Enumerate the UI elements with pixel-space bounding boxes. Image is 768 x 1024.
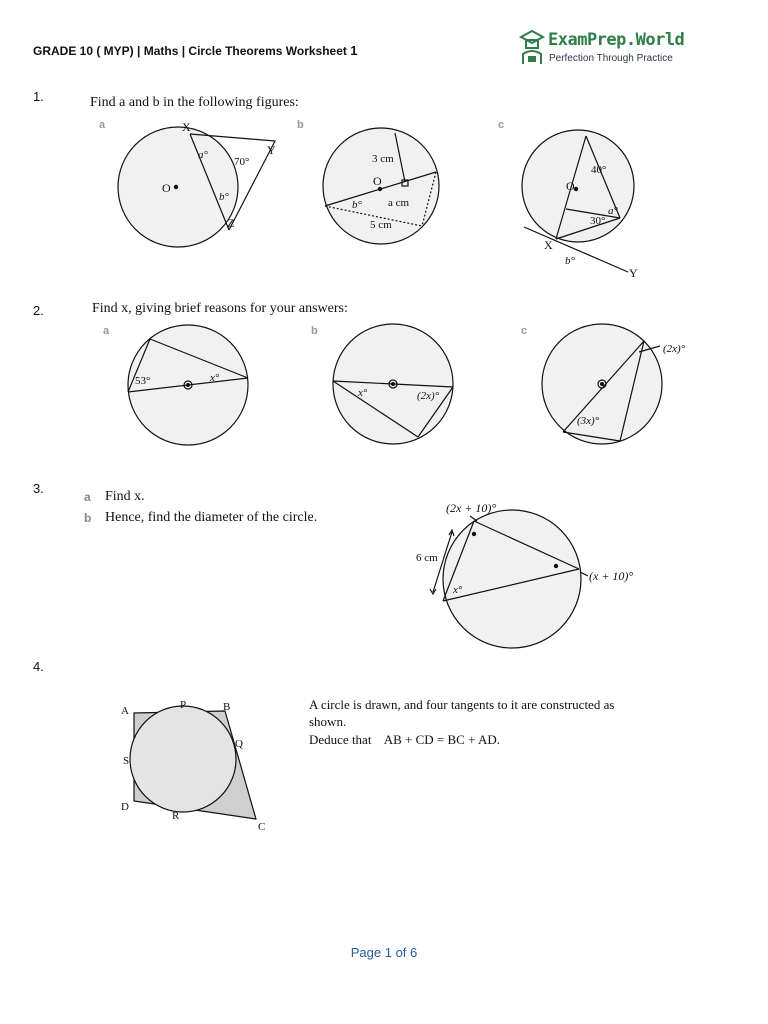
q1c-angle-a: a° — [608, 205, 618, 217]
q1a-label-y: Y — [267, 143, 276, 157]
q1a-angle-a: a° — [198, 149, 208, 161]
q1a-label-z: Z — [227, 216, 235, 230]
q4-label-r: R — [172, 810, 180, 822]
q4-text-line2: shown. — [309, 714, 347, 729]
q3-figure — [430, 510, 588, 648]
q2a-angle-x: x° — [210, 372, 220, 384]
q1c-label-y: Y — [629, 266, 638, 280]
q1b-len-a: a cm — [388, 197, 410, 209]
q4-label-p: P — [180, 699, 187, 711]
q3-part-b-text: Hence, find the diameter of the circle. — [105, 510, 318, 525]
q2b-angle-x: x° — [358, 387, 368, 399]
question-3-number: 3. — [33, 481, 44, 496]
q2a-angle-53: 53° — [135, 375, 151, 387]
q3-angle-x: x° — [453, 584, 463, 596]
q1a-angle-70: 70° — [234, 156, 250, 168]
question-2-number: 2. — [33, 303, 44, 318]
q2-part-a-label: a — [103, 325, 110, 337]
q2b-angle-2x: (2x)° — [417, 390, 440, 402]
q2c-angle-3x: (3x)° — [577, 415, 600, 427]
q4-label-c: C — [258, 821, 266, 833]
q4-label-d: D — [121, 801, 129, 813]
question-1-prompt: Find a and b in the following figures: — [90, 95, 299, 110]
page-number: Page 1 of 6 — [350, 945, 418, 960]
q1c-label-x: X — [544, 238, 553, 252]
q3-part-b-label: b — [84, 511, 92, 525]
q1a-figure — [118, 127, 275, 247]
q3-angle-top: (2x + 10)° — [446, 501, 497, 515]
q1-part-b-label: b — [297, 119, 304, 131]
q1-part-c-label: c — [498, 119, 505, 131]
q4-label-s: S — [123, 755, 130, 767]
q1b-len-3: 3 cm — [372, 153, 394, 165]
q2c-figure — [542, 324, 662, 444]
question-1-number: 1. — [33, 89, 44, 104]
q1a-label-o: O — [162, 181, 171, 195]
q2b-figure — [333, 324, 453, 444]
q4-text-line1: A circle is drawn, and four tangents to it are constructed as — [309, 697, 615, 712]
q2c-angle-2x: (2x)° — [663, 343, 686, 355]
q3-part-a-label: a — [84, 490, 91, 504]
question-2-prompt: Find x, giving brief reasons for your answers: — [92, 301, 348, 316]
q1c-figure — [522, 130, 634, 272]
q3-part-a-text: Find x. — [105, 489, 145, 504]
q1c-angle-40: 40° — [591, 164, 607, 176]
question-4-number: 4. — [33, 659, 44, 674]
q4-figure — [130, 706, 256, 819]
q4-text-line3: Deduce that AB + CD = BC + AD. — [309, 732, 500, 747]
q1a-label-x: X — [182, 120, 191, 134]
logo-name: ExamPrep.World — [548, 30, 685, 50]
q1-part-a-label: a — [99, 119, 106, 131]
q4-label-q: Q — [235, 738, 243, 750]
q4-label-b: B — [223, 701, 231, 713]
q3-len-6: 6 cm — [416, 552, 438, 564]
q1b-angle-b: b° — [352, 199, 362, 211]
q1c-angle-b: b° — [565, 255, 575, 267]
q2-part-b-label: b — [311, 325, 318, 337]
q1b-len-5: 5 cm — [370, 219, 392, 231]
q4-label-a: A — [121, 705, 129, 717]
q1a-angle-b: b° — [219, 191, 229, 203]
q3-angle-right: (x + 10)° — [589, 569, 634, 583]
logo-tagline: Perfection Through Practice — [549, 53, 673, 64]
q1c-label-o: O — [566, 179, 575, 193]
q1c-angle-30: 30° — [590, 215, 606, 227]
q1b-label-o: O — [373, 174, 382, 188]
worksheet-title: GRADE 10 ( MYP) | Maths | Circle Theorems Worksheet 1 — [33, 43, 358, 58]
q2-part-c-label: c — [521, 325, 528, 337]
